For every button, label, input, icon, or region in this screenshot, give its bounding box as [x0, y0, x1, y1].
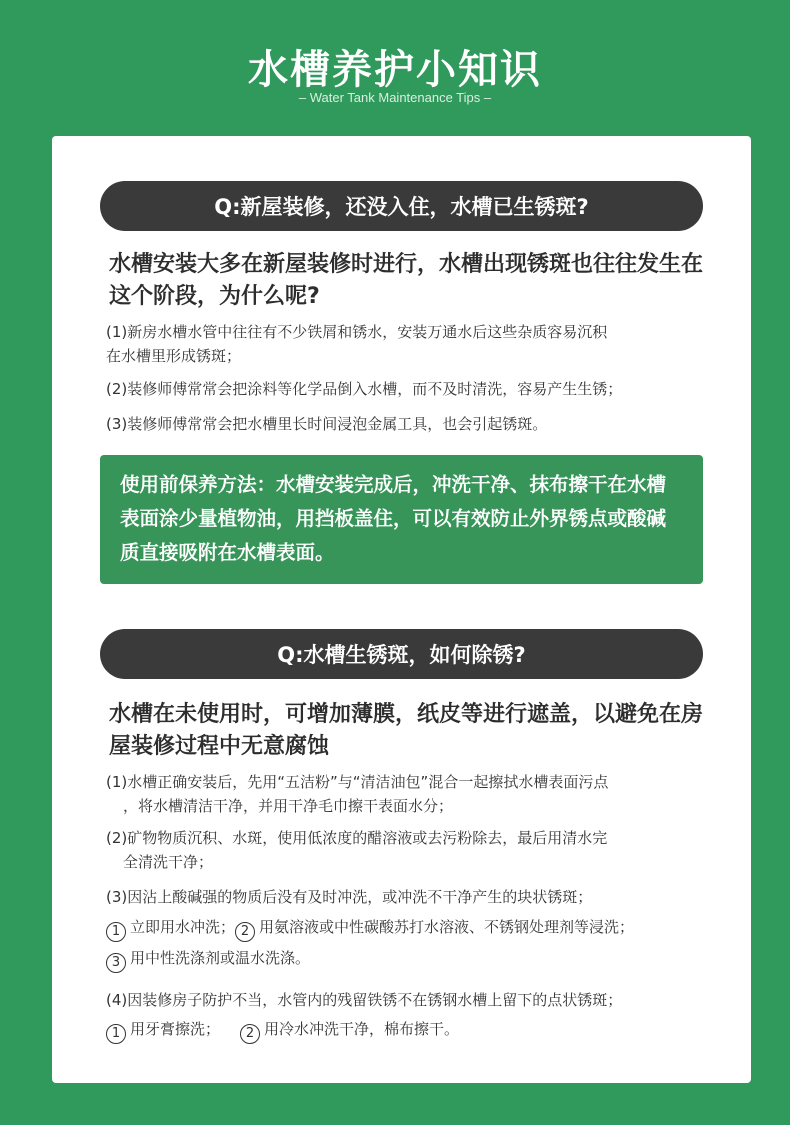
maintenance-tip-box [100, 455, 703, 584]
reason-item-3: (3)装修师傅常常会把水槽里长时间浸泡金属工具，也会引起锈斑。 [106, 415, 548, 433]
page-title: 水槽养护小知识 [248, 47, 542, 93]
step-number-2: 2 [235, 922, 255, 942]
method-item-3-steps-row2 [106, 946, 711, 973]
method-item-1-line2: ，将水槽清洁干净，并用干净毛巾擦干表面水分； [123, 797, 454, 815]
step-number-4-2: 2 [240, 1024, 260, 1044]
maintenance-tip-text: 使用前保养方法：水槽安装完成后，冲洗干净、抹布擦干在水槽表面涂少量植物油，用挡板盖住，可以有效防止外界锈点或酸碱质直接吸附在水槽表面。 [120, 473, 667, 564]
step-text-1: 立即用水冲洗； [130, 918, 236, 936]
method-item-1-line1: (1)水槽正确安装后，先用“五洁粉”与“清洁油包”混合一起擦拭水槽表面污点 [106, 773, 609, 791]
page-subtitle: – Water Tank Maintenance Tips – [298, 90, 492, 105]
step-text-3: 用中性洗涤剂或温水洗涤。 [130, 949, 311, 967]
step-text-2: 用氨溶液或中性碳酸苏打水溶液、不锈钢处理剂等浸洗； [259, 918, 635, 936]
reason-item-2: (2)装修师傅常常会把涂料等化学品倒入水槽，而不及时清洗，容易产生生锈； [106, 380, 623, 398]
reason-item-1-line1: (1)新房水槽水管中往往有不少铁屑和锈水，安装万通水后这些杂质容易沉积 [106, 323, 608, 341]
method-item-3: (3)因沾上酸碱强的物质后没有及时冲洗，或冲洗不干净产生的块状锈斑； [106, 888, 593, 906]
method-item-2-line2: 全清洗干净； [123, 853, 214, 871]
method-item-4-steps [106, 1017, 711, 1044]
question-banner-2 [100, 629, 703, 679]
method-item-4: (4)因装修房子防护不当，水管内的残留铁锈不在锈钢水槽上留下的点状锈斑； [106, 991, 623, 1009]
method-item-1 [106, 770, 711, 818]
step-number-3: 3 [106, 953, 126, 973]
step-number-4-1: 1 [106, 1024, 126, 1044]
question-text-2: Q:水槽生锈斑，如何除锈? [277, 643, 526, 667]
step-number-1: 1 [106, 922, 126, 942]
question-banner-1 [100, 181, 703, 231]
content-card [52, 136, 751, 1083]
lead-text-1: 水槽安装大多在新屋装修时进行，水槽出现锈斑也往往发生在这个阶段，为什么呢? [109, 252, 704, 309]
method-item-2 [106, 826, 711, 874]
reason-item-1 [106, 320, 711, 368]
question-text-1: Q:新屋装修，还没入住，水槽已生锈斑? [214, 195, 589, 219]
reason-item-1-line2: 在水槽里形成锈斑； [106, 347, 242, 365]
lead-text-2: 水槽在未使用时，可增加薄膜，纸皮等进行遮盖，以避免在房屋装修过程中无意腐蚀 [109, 702, 704, 759]
step-text-4-2: 用冷水冲洗干净，棉布擦干。 [264, 1020, 460, 1038]
step-text-4-1: 用牙膏擦洗； [130, 1020, 221, 1038]
method-item-2-line1: (2)矿物物质沉积、水斑，使用低浓度的醋溶液或去污粉除去，最后用清水完 [106, 829, 608, 847]
method-item-3-steps-row1 [106, 915, 726, 942]
